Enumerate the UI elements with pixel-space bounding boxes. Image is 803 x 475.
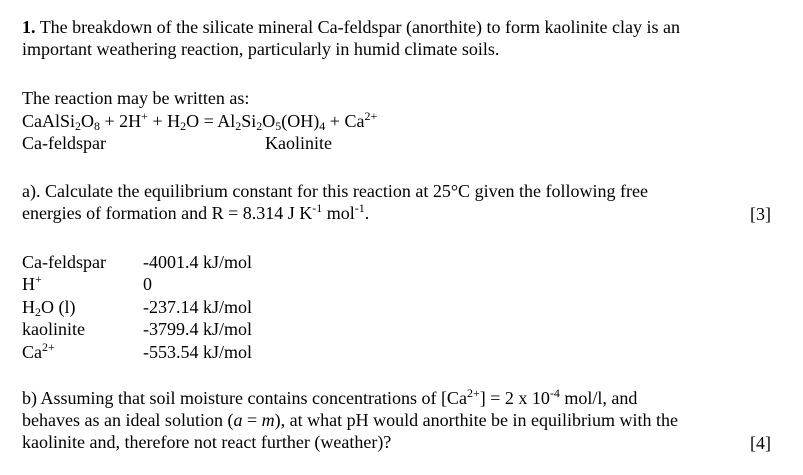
question-intro-line-2: important weathering reaction, particularly in humid climate soils. [22,39,500,59]
eq-p1-oh: (OH) [281,111,320,131]
eq-plus2: + H [147,111,181,131]
part-a-marks: [3] [750,204,771,224]
eq-r1-sub1: 2 [75,119,82,133]
energy-value: -553.54 kJ/mol [143,342,253,362]
part-b-ca-sup: 2+ [466,386,480,400]
eq-reactant1: CaAlSi [22,111,76,131]
label-kaolinite: Kaolinite [265,133,332,153]
energy-name: kaolinite [22,319,85,339]
part-b-line-2-end: ), at what pH would anorthite be in equilibrium with the [274,410,679,430]
part-b-line-1 [22,387,637,409]
energy-name-ca-sup: 2+ [42,340,55,354]
eq-h-sup: + [141,109,148,123]
eq-ca-sup: 2+ [364,109,378,123]
eq-plus1: + 2H [100,111,142,131]
question-number: 1. [22,17,36,37]
energy-value: -3799.4 kJ/mol [143,319,253,339]
reaction-intro: The reaction may be written as: [22,88,250,108]
part-a-sup-2: -1 [354,201,365,215]
energy-name [22,341,55,363]
part-b-m: m [261,410,275,430]
part-a-line-1: a). Calculate the equilibrium constant for this reaction at 25°C given the following free [22,181,649,201]
energy-value: 0 [143,274,152,294]
part-b-eq: = [242,410,262,430]
energy-name-h2o: H [22,297,35,317]
eq-p1-sub4: 4 [319,119,326,133]
eq-r1-sub2: 8 [94,119,101,133]
label-feldspar: Ca-feldspar [22,133,106,153]
intro-text-1: The breakdown of the silicate mineral Ca-feldspar (anorthite) to form kaolinite clay is an [39,17,680,37]
eq-p1-sub1: 2 [235,119,242,133]
eq-p1-si: Si [241,111,257,131]
part-b-exp: -4 [549,386,560,400]
energy-name-h2o-tail: O (l) [41,297,76,317]
eq-p1-o: O [262,111,276,131]
reaction-equation [22,110,377,132]
part-a-line-2 [22,202,369,224]
energy-name [22,273,42,295]
part-a-mol: mol [322,203,355,223]
part-b-conc: ] = 2 x 10 [479,388,550,408]
eq-h2o-o: O = Al [186,111,236,131]
part-b-line-1-end: mol/l, and [559,388,638,408]
energy-value: -4001.4 kJ/mol [143,252,253,272]
energy-name-h: H [22,274,35,294]
eq-r1-o: O [81,111,95,131]
energy-name-h2o-sub: 2 [35,305,41,319]
part-a-sup-1: -1 [312,201,323,215]
part-b-line-2 [22,409,678,431]
part-b-line-1-text: b) Assuming that soil moisture contains concentrations of [Ca [22,388,467,408]
part-a-line-2-text: energies of formation and R = 8.314 J K [22,203,313,223]
eq-p1-sub3: 5 [275,119,282,133]
part-b-line-2-text: behaves as an ideal solution ( [22,410,234,430]
eq-h2o-sub: 2 [180,119,187,133]
eq-plus3: + Ca [325,111,365,131]
energy-name-ca: Ca [22,342,42,362]
energy-name-h-sup: + [35,272,42,286]
part-b-line-3: kaolinite and, therefore not react further (weather)? [22,432,392,452]
eq-p1-sub2: 2 [256,119,263,133]
part-b-marks: [4] [750,433,771,453]
question-intro-line-1 [22,16,680,38]
energy-value: -237.14 kJ/mol [143,297,253,317]
part-b-a: a [233,410,243,430]
energy-name: Ca-feldspar [22,252,106,272]
part-a-period: . [364,203,370,223]
energy-name [22,296,76,318]
